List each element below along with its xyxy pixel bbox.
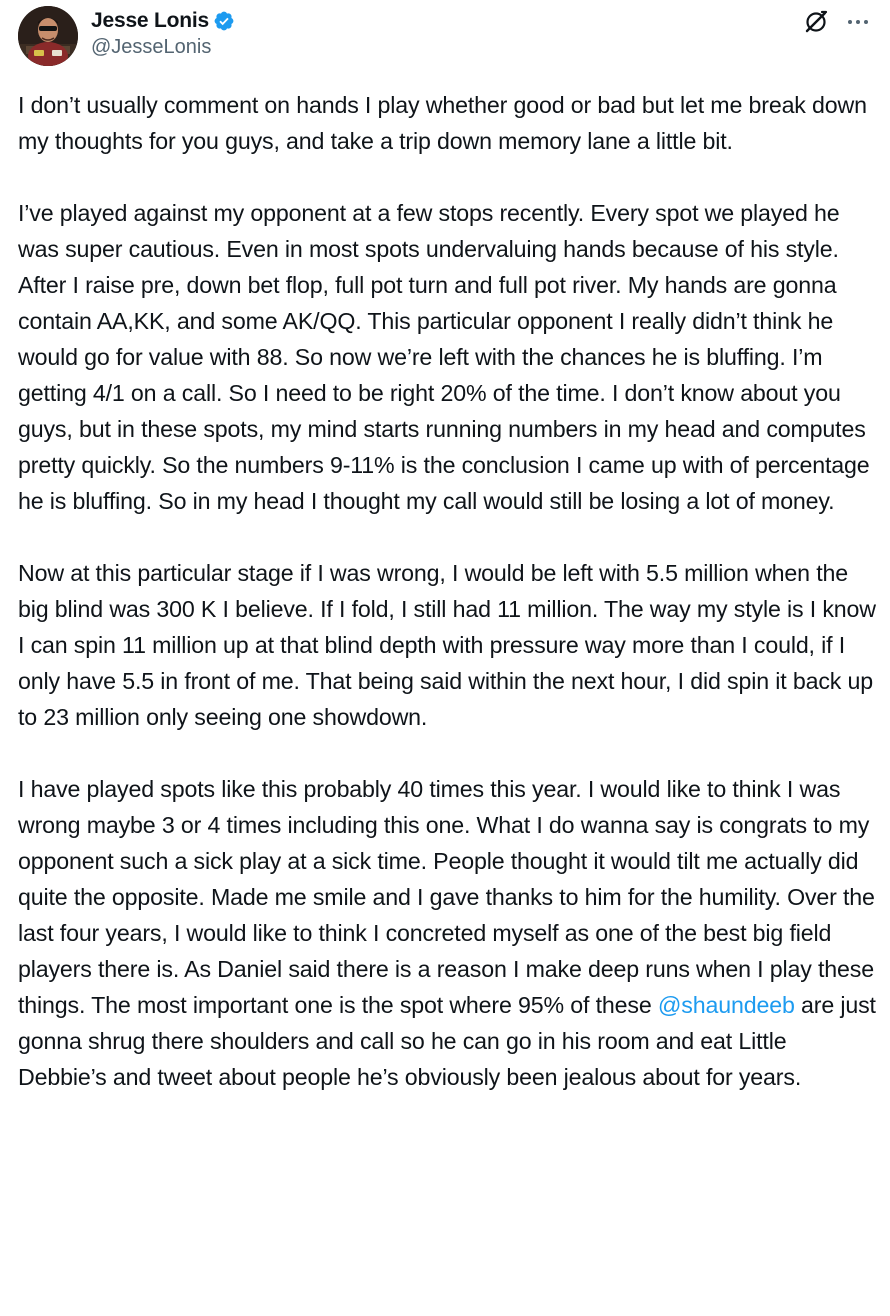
tweet-paragraph-3: Now at this particular stage if I was wrong, I would be left with 5.5 million when the big blind was 300 K I believe. If I fold, I still had 11 million. The way my style is I know I can spin 11 million up at that blind depth with pressure way more than I could, if I only have 5.5 in front of me. That being said within the next hour, I did spin it back up to 23 million only seeing one showdown. (18, 560, 876, 730)
avatar-photo-icon (18, 6, 78, 66)
header-actions (802, 8, 872, 36)
author-handle[interactable]: @JesseLonis (91, 36, 212, 58)
grok-icon[interactable] (802, 8, 830, 36)
mention-link[interactable]: @shaundeeb (657, 992, 795, 1018)
tweet-paragraph-1: I don’t usually comment on hands I play whether good or bad but let me break down my thoughts for you guys, and take a trip down memory lane a little bit. (18, 92, 867, 154)
tweet-paragraph-2: I’ve played against my opponent at a few stops recently. Every spot we played he was super cautious. Even in most spots undervaluing hands because of his style. After I raise pre, down bet flop, full pot turn and full pot river. My hands are gonna contain AA,KK, and some AK/QQ. This particular opponent I really didn’t think he would go for value with 88. So now we’re left with the chances he is bluffing. I’m getting 4/1 on a call. So I need to be right 20% of the time. I don’t know about you guys, but in these spots, my mind starts running numbers in my head and computes pretty quickly. So the numbers 9-11% is the conclusion I came up with of percentage he is bluffing. So in my head I thought my call would still be losing a lot of money. (18, 200, 870, 514)
author-names (91, 8, 235, 59)
name-row (91, 8, 235, 34)
avatar[interactable] (18, 6, 78, 66)
tweet-paragraph-4 (18, 771, 876, 1095)
tweet-paragraph-4-start: I have played spots like this probably 40 times this year. I would like to think I was wrong maybe 3 or 4 times including this one. What I do wanna say is congrats to my opponent such a sick play at a sick time. People thought it would tilt me actually did quite the opposite. Made me smile and I gave thanks to him for the humility. Over the last four years, I would like to think I concreted myself as one of the best big field players there is. As Daniel said there is a reason I make deep runs when I play these things. The most important one is the spot where 95% of these (18, 776, 875, 1018)
author-display-name[interactable]: Jesse Lonis (91, 9, 210, 32)
tweet-paragraph-4-end: are just gonna shrug there shoulders and call so he can go in his room and eat Little Debbie’s and tweet about people he’s obviously been jealous about for years. (18, 992, 876, 1090)
tweet-text (18, 87, 876, 1095)
verified-badge-icon (213, 10, 235, 32)
tweet-header (18, 6, 872, 66)
more-options-icon[interactable] (844, 8, 872, 36)
